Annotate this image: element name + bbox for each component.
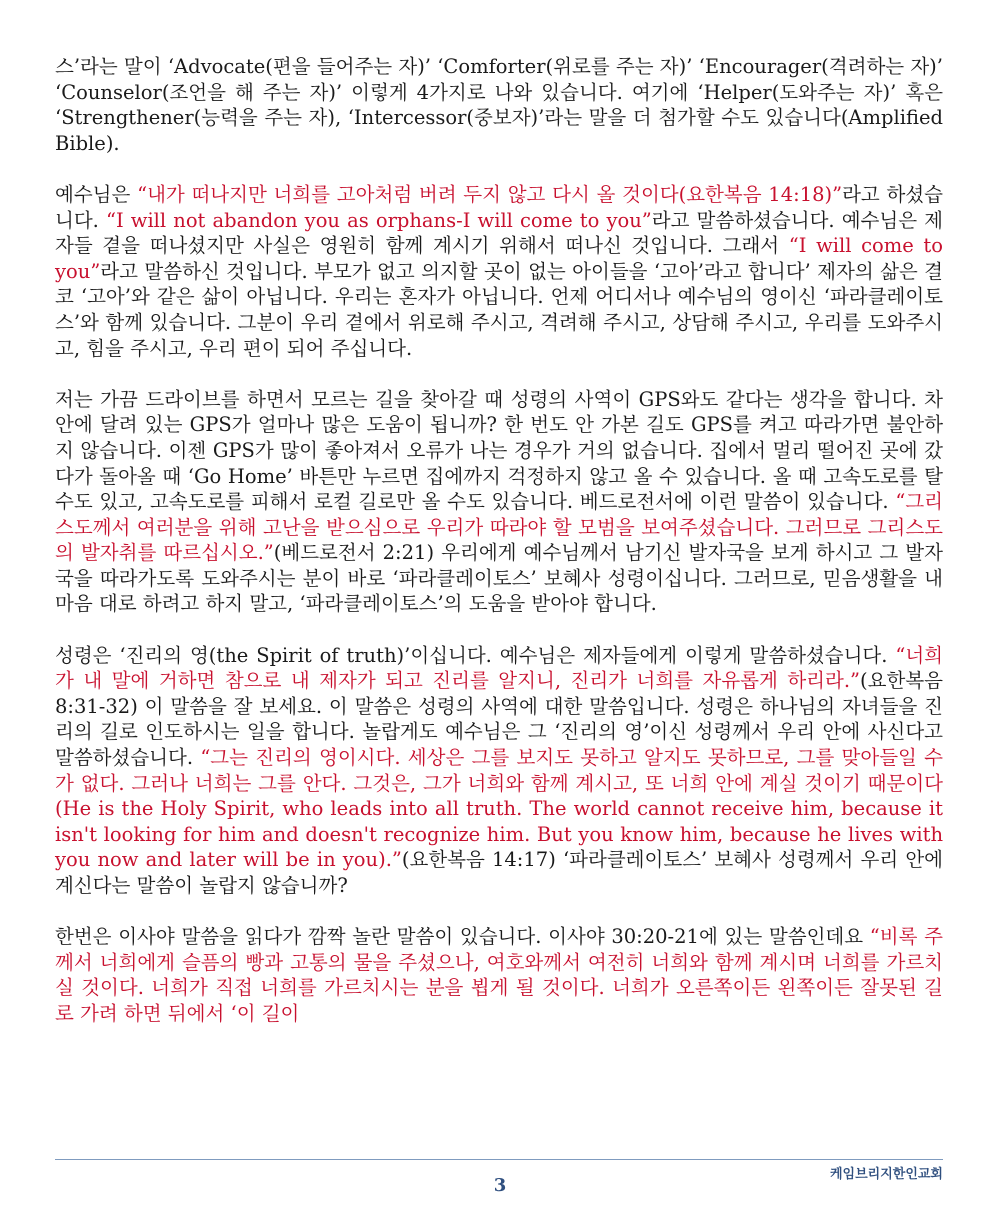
paragraph <box>55 387 943 617</box>
body-text: (요한복음 8:31-32) 이 말씀을 잘 보세요. 이 말씀은 성령의 사역에 대한 말씀입니다. 성령은 하나님의 자녀들을 진리의 길로 인도하시는 일을 합니다. 놀랍게도 예수님은 그 ‘진리의 영’이신 성령께서 우리 안에 사신다고 말씀하셨습니다. <box>55 669 943 770</box>
scripture-quote: “그는 진리의 영이시다. 세상은 그를 보지도 못하고 알지도 못하므로, 그를 맞아들일 수가 없다. 그러나 너희는 그를 안다. 그것은, 그가 너희와 함께 계시고, 또 너희 안에 계실 것이기 때문이다(He is the Holy Spirit, who leads into all truth. The world cannot receive him, because it isn't looking for him and doesn't recognize him. But you know him, because he lives with you now and later will be in you).” <box>55 746 943 872</box>
scripture-quote: “I will come to you” <box>55 234 943 283</box>
scripture-quote: “그리스도께서 여러분을 위해 고난을 받으심으로 우리가 따라야 할 모범을 보여주셨습니다. 그러므로 그리스도의 발자취를 따르십시오.” <box>55 490 943 565</box>
body-text: 스’라는 말이 ‘Advocate(편을 들어주는 자)’ ‘Comforter(위로를 주는 자)’ ‘Encourager(격려하는 자)’ ‘Counselor(조언을 해 주는 자)’ 이렇게 4가지로 나와 있습니다. 여기에 ‘Helper(도와주는 자)’ 혹은 ‘Strengthener(능력을 주는 자), ‘Intercessor(중보자)’라는 말을 더 첨가할 수도 있습니다(Amplified Bible). <box>55 55 943 155</box>
church-name: 케임브리지한인교회 <box>829 1167 943 1182</box>
paragraph <box>55 182 943 361</box>
paragraph <box>55 54 943 156</box>
body-text: 성령은 ‘진리의 영(the Spirit of truth)’이십니다. 예수님은 제자들에게 이렇게 말씀하셨습니다. <box>55 643 896 667</box>
body-text: (요한복음 14:17) ‘파라클레이토스’ 보혜사 성령께서 우리 안에 계신다는 말씀이 놀랍지 않습니까? <box>55 848 944 897</box>
footer-rule <box>55 1159 943 1160</box>
body-text: 한번은 이사야 말씀을 읽다가 깜짝 놀란 말씀이 있습니다. 이사야 30:20-21에 있는 말씀인데요 <box>55 925 870 949</box>
page-number: 3 <box>493 1175 507 1196</box>
document-body <box>55 54 943 1027</box>
body-text: 예수님은 <box>55 182 138 206</box>
body-text: 저는 가끔 드라이브를 하면서 모르는 길을 찾아갈 때 성령의 사역이 GPS와도 같다는 생각을 합니다. 차 안에 달려 있는 GPS가 얼마나 많은 도움이 됩니까? 한 번도 안 가본 길도 GPS를 켜고 따라가면 불안하지 않습니다. 이젠 GPS가 많이 좋아져서 오류가 나는 경우가 거의 없습니다. 집에서 멀리 떨어진 곳에 갔다가 돌아올 때 ‘Go Home’ 바튼만 누르면 집에까지 걱정하지 않고 올 수 있습니다. 올 때 고속도로를 탈 수도 있고, 고속도로를 피해서 로컬 길로만 올 수도 있습니다. 베드로전서에 이런 말씀이 있습니다. <box>55 387 943 514</box>
scripture-quote: “너희가 내 말에 거하면 참으로 내 제자가 되고 진리를 알지니, 진리가 너희를 자유롭게 하리라.” <box>55 643 943 693</box>
scripture-quote: “비록 주께서 너희에게 슬픔의 빵과 고통의 물을 주셨으나, 여호와께서 여전히 너희와 함께 계시며 너희를 가르치실 것이다. 너희가 직접 너희를 가르치시는 분을 뵙게 될 것이다. 너희가 오른쪽이든 왼쪽이든 잘못된 길로 가려 하면 뒤에서 ‘이 길이 <box>55 925 943 1025</box>
body-text: 라고 하셨습니다. <box>55 182 944 232</box>
body-text: 라고 말씀하신 것입니다. 부모가 없고 의지할 곳이 없는 아이들을 ‘고아’라고 합니다’ 제자의 삶은 결코 ‘고아’와 같은 삶이 아닙니다. 우리는 혼자가 아닙니다. 언제 어디서나 예수님의 영이신 ‘파라클레이토스’와 함께 있습니다. 그분이 우리 곁에서 위로해 주시고, 격려해 주시고, 상담해 주시고, 우리를 도와주시고, 힘을 주시고, 우리 편이 되어 주십니다. <box>55 259 943 360</box>
body-text: (베드로전서 2:21) 우리에게 예수님께서 남기신 발자국을 보게 하시고 그 발자국을 따라가도록 도와주시는 분이 바로 ‘파라클레이토스’ 보혜사 성령이십니다. 그러므로, 믿음생활을 내 마음 대로 하려고 하지 말고, ‘파라클레이토스’의 도움을 받아야 합니다. <box>55 541 943 616</box>
body-text: 라고 말씀하셨습니다. 예수님은 제자들 곁을 떠나셨지만 사실은 영원히 함께 계시기 위해서 떠나신 것입니다. 그래서 <box>55 208 944 258</box>
scripture-quote: “내가 떠나지만 너희를 고아처럼 버려 두지 않고 다시 올 것이다(요한복음 14:18)” <box>137 182 843 206</box>
paragraph <box>55 924 943 1026</box>
scripture-quote: “I will not abandon you as orphans-I will come to you” <box>105 208 652 232</box>
paragraph <box>55 643 943 899</box>
